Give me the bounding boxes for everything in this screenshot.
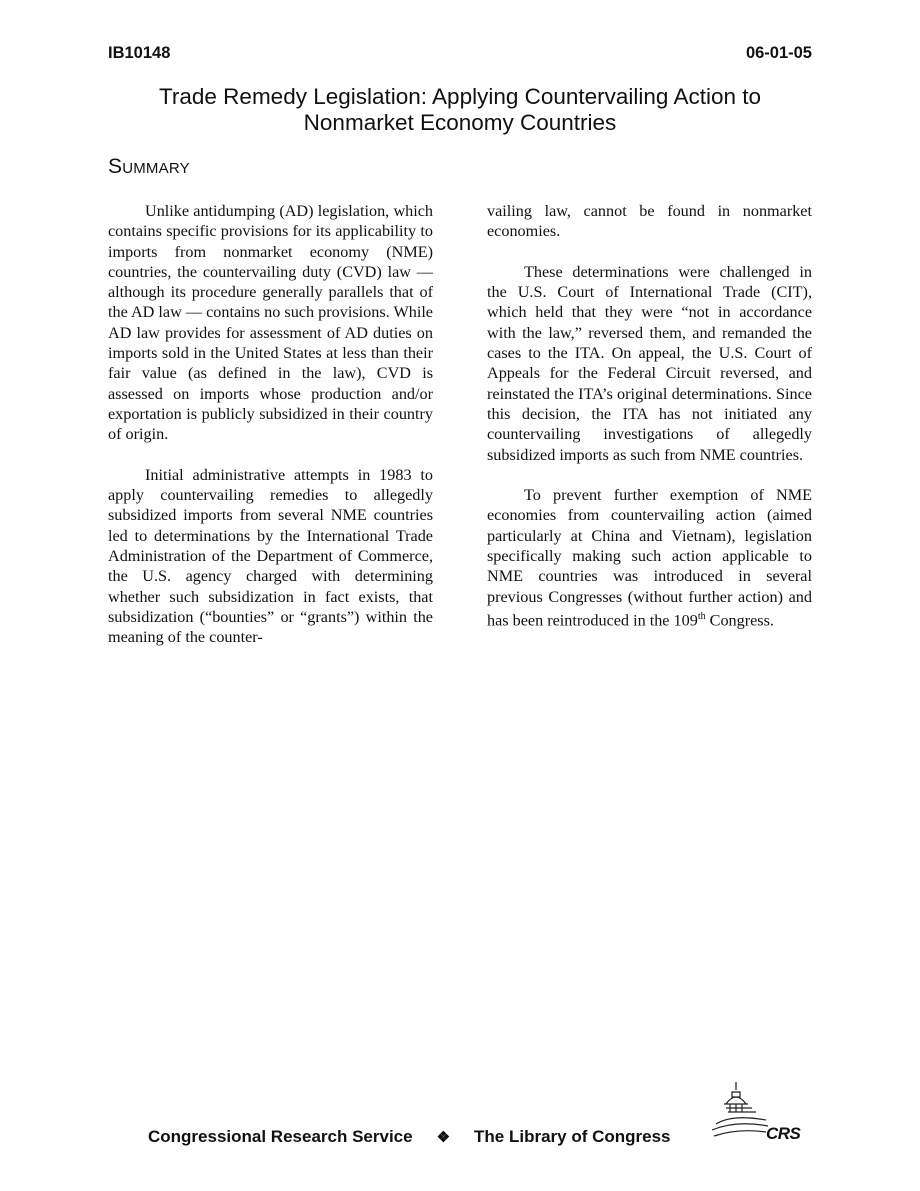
document-title (108, 84, 812, 136)
page-header (108, 44, 812, 63)
paragraph-text-end: Congress. (705, 611, 774, 630)
paragraph: Initial administrative attempts in 1983 to apply countervailing remedies to allegedly subsidized imports from several NME countries led to determinations by the International Trade Administration of the Department of Commerce, the U.S. agency charged with determining whether such subsidization in fact exists, that subsidization (“bounties” or “grants”) within the meaning of the counter- (108, 465, 433, 647)
diamond-separator-icon: ❖ (436, 1129, 451, 1146)
footer-crs-name: Congressional Research Service (148, 1127, 413, 1146)
crs-logo-text: CRS (766, 1124, 801, 1143)
page-footer (148, 1127, 708, 1147)
paragraph-text: To prevent further exemption of NME economies from countervailing action (aimed particularly at China and Vietnam), legislation specifically making such action applicable to NME countries was introduced in several previous Congresses (without further action) and has been reintroduced in the 109 (487, 486, 812, 630)
section-heading: Summary (108, 155, 190, 178)
paragraph (487, 485, 812, 630)
paragraph: These determinations were challenged in the U.S. Court of International Trade (CIT), which held that they were “not in accordance with the law,” reversed them, and remanded the cases to the ITA. On appeal, the U.S. Court of Appeals for the Federal Circuit reversed, and reinstated the ITA’s original determinations. Since this decision, the ITA has not initiated any countervailing investigations of allegedly subsidized imports as such from NME countries. (487, 262, 812, 464)
paragraph: Unlike antidumping (AD) legislation, which contains specific provisions for its applicability to imports from nonmarket economy (NME) countries, the countervailing duty (CVD) law — although its procedure generally parallels that of the AD law — contains no such provisions. While AD law provides for assessment of AD duties on imports sold in the United States at less than their fair value (as defined in the law), CVD is assessed on imports whose production and/or exportation is publicly subsidized in their country of origin. (108, 202, 433, 444)
report-date: 06-01-05 (745, 44, 812, 62)
title-line-1: Trade Remedy Legislation: Applying Countervailing Action to (158, 84, 762, 109)
title-line-2: Nonmarket Economy Countries (303, 110, 617, 135)
ordinal-suffix: th (697, 610, 706, 622)
right-column (487, 201, 812, 651)
left-column (108, 201, 433, 668)
report-id: IB10148 (108, 44, 171, 62)
paragraph-continuation: vailing law, cannot be found in nonmarket economies. (487, 202, 812, 241)
footer-library-name: The Library of Congress (474, 1127, 671, 1146)
